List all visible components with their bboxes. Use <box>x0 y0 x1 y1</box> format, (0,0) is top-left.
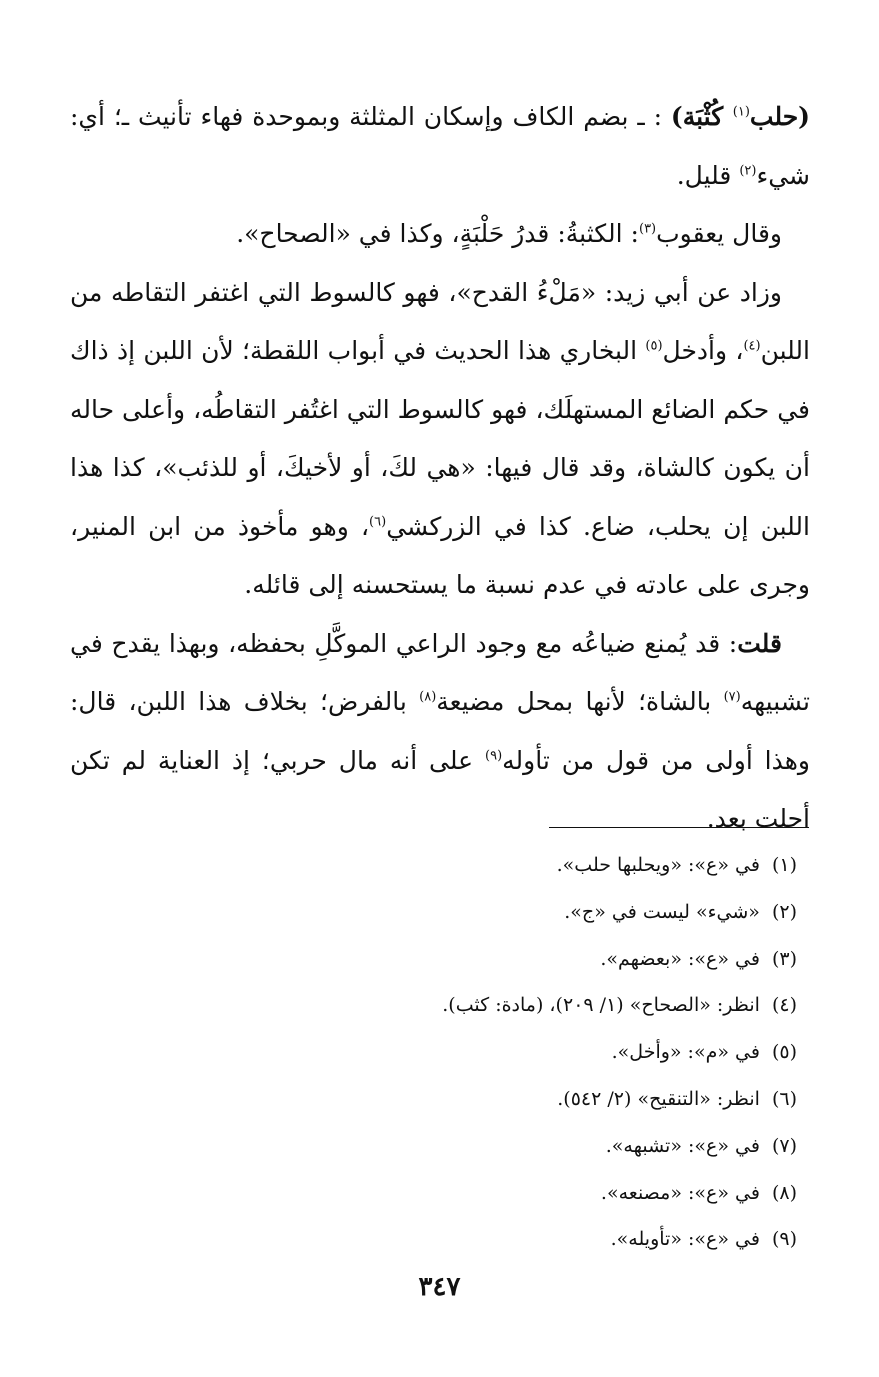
footnote-number: (٢) <box>771 900 797 923</box>
footnote-separator <box>549 827 809 828</box>
page-number: ٣٤٧ <box>418 1272 461 1302</box>
footnote-text: انظر: «التنقيح» (٢/ ٥٤٢). <box>557 1087 760 1110</box>
footnote-item <box>157 936 797 983</box>
footnote-item <box>157 842 797 889</box>
footnote-item <box>157 1123 797 1170</box>
text-segment: وقال يعقوب <box>656 219 782 248</box>
paragraph <box>70 615 810 849</box>
paragraph <box>70 205 810 264</box>
footnote-item <box>157 1216 797 1263</box>
footnote-text: في «ع»: «مصنعه». <box>600 1181 760 1204</box>
page-content <box>70 88 810 849</box>
text-segment: بالشاة؛ لأنها بمحل مضيعة <box>436 687 724 716</box>
paragraph <box>70 264 810 615</box>
footnote-marker: (٢) <box>739 163 757 179</box>
footnote-text: في «ع»: «ويحلبها حلب». <box>556 854 760 876</box>
footnote-text: في «م»: «وأخل». <box>611 1041 760 1064</box>
text-segment: قليل. <box>676 160 740 190</box>
footnote-number: (٧) <box>771 1134 797 1157</box>
footnote-text: انظر: «الصحاح» (١/ ٢٠٩)، (مادة: كثب). <box>442 994 760 1017</box>
footnote-marker: (٦) <box>369 514 387 530</box>
footnote-text: في «ع»: «تأويله». <box>610 1228 760 1251</box>
main-text <box>70 88 810 849</box>
footnote-marker: (١) <box>732 104 750 120</box>
paragraph <box>70 88 810 205</box>
footnote-item <box>157 1029 797 1076</box>
text-segment: : ـ بضم الكاف وإسكان المثلثة وبموحدة فهاء تأنيث ـ؛ أي: شيء <box>70 102 810 190</box>
text-segment: على أنه مال حربي؛ إذ العناية لم تكن أحلت بعد. <box>70 745 810 833</box>
footnote-item <box>157 1076 797 1123</box>
text-segment: وزاد عن أبي زيد: «مَلْءُ القدح»، فهو كالسوط التي اغتفر التقاطه من اللبن <box>70 277 810 365</box>
bold-text: (حلب <box>749 102 810 131</box>
footnote-number: (٥) <box>771 1041 797 1064</box>
footnote-marker: (٣) <box>638 221 657 237</box>
text-segment: ، وهو مأخوذ من ابن المنير، وجرى على عادته في عدم نسبة ما يستحسنه إلى قائله. <box>70 511 810 599</box>
footnote-item <box>157 982 797 1029</box>
text-segment: : قد يُمنع ضياعُه مع وجود الراعي الموكَّلِ بحفظه، وبهذا يقدح في تشبيهه <box>70 628 810 716</box>
footnote-number: (٤) <box>771 994 797 1017</box>
footnotes-list <box>157 842 797 1263</box>
footnote-number: (٨) <box>771 1181 797 1204</box>
footnote-marker: (٧) <box>723 689 741 705</box>
footnote-number: (٦) <box>771 1087 797 1110</box>
footnote-marker: (٥) <box>645 338 663 354</box>
footnote-text: «شيء» ليست في «ج». <box>564 900 760 923</box>
text-segment: البخاري هذا الحديث في أبواب اللقطة؛ لأن اللبن إذ ذاك في حكم الضائع المستهلَك، فهو كالسوط التي اغتُفر التقاطُه، وأعلى حاله أن يكون كالشاة، وقد قال فيها: «هي لكَ، أو لأخيكَ، أو للذئب»، كذا هذا اللبن إن يحلب، ضاع. كذا في الزركشي <box>70 336 810 541</box>
footnote-number: (٩) <box>771 1228 797 1251</box>
footnote-item <box>157 1170 797 1217</box>
footnote-item <box>157 889 797 936</box>
footnote-number: (١) <box>771 854 797 876</box>
footnote-text: في «ع»: «بعضهم». <box>600 947 760 970</box>
footnote-text: في «ع»: «تشبهه». <box>605 1134 760 1157</box>
bold-text: كُثْبَة) <box>670 102 733 131</box>
bold-text: قلت <box>737 628 782 658</box>
footnote-number: (٣) <box>771 947 797 970</box>
footnote-marker: (٩) <box>485 748 503 764</box>
footnote-marker: (٨) <box>419 689 437 705</box>
text-segment: ، وأدخل <box>662 336 744 365</box>
text-segment: بالفرض؛ بخلاف هذا اللبن، قال: وهذا أولى من قول من تأوله <box>70 687 810 775</box>
text-segment: : الكثبةُ: قدرُ حَلْبَةٍ، وكذا في «الصحاح». <box>236 219 639 248</box>
footnote-marker: (٤) <box>743 338 761 354</box>
